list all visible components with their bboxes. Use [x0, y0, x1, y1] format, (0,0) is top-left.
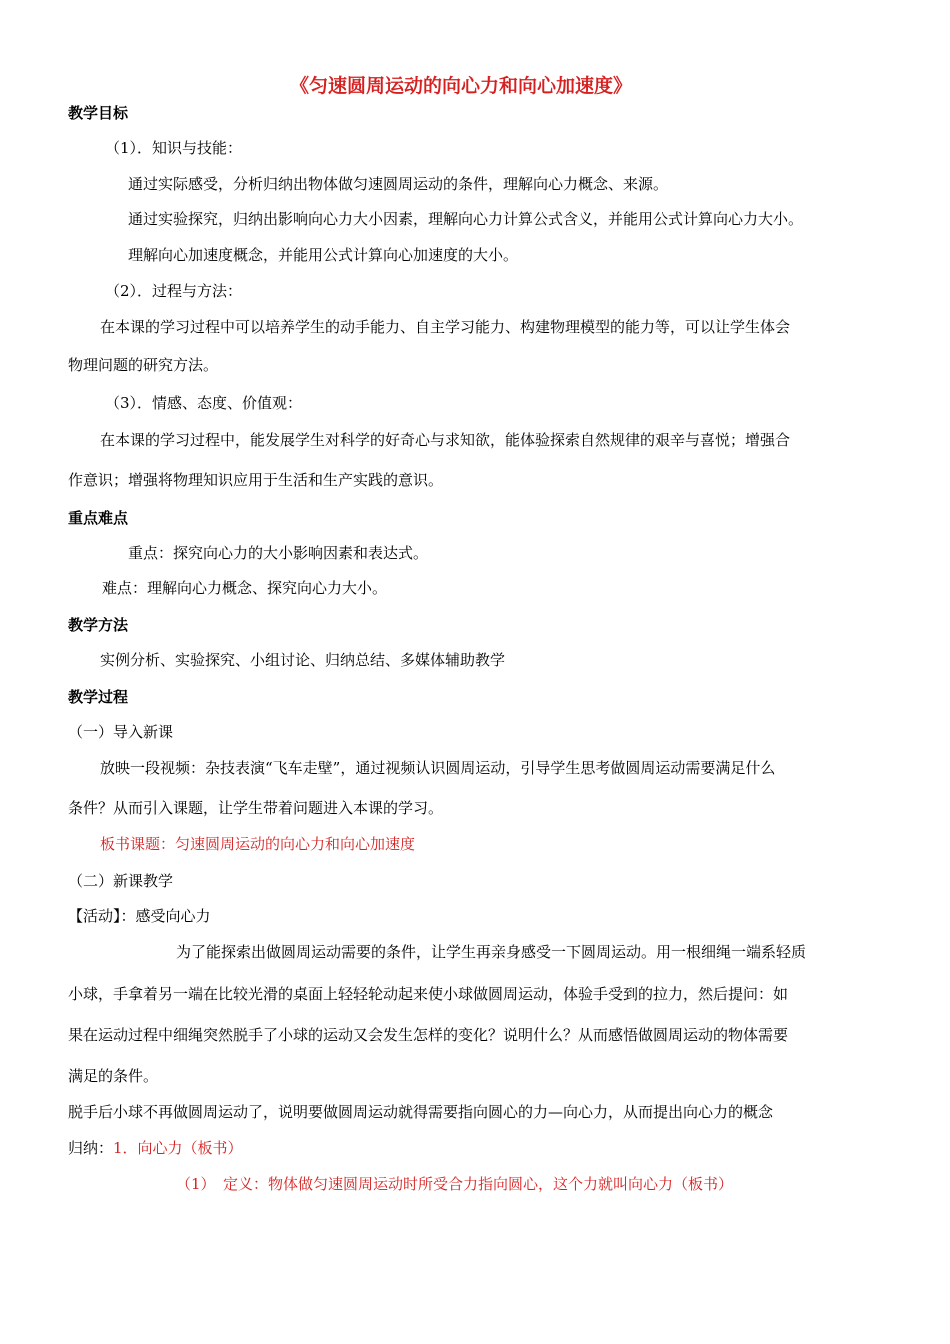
process-step-1-label: （一）导入新课 — [68, 723, 174, 741]
summary-line — [68, 1138, 243, 1158]
section-heading-process: 教学过程 — [68, 688, 129, 706]
section-heading-goals: 教学目标 — [68, 104, 129, 122]
difficult-point: 难点：理解向心力概念、探究向心力大小。 — [102, 579, 388, 597]
activity-line-5: 脱手后小球不再做圆周运动了，说明要做圆周运动就得需要指向圆心的力—向心力，从而提出向心力的概念 — [68, 1103, 774, 1121]
board-title-note: 板书课题：匀速圆周运动的向心力和向心加速度 — [100, 835, 416, 853]
section-heading-methods: 教学方法 — [68, 616, 129, 634]
activity-line-4: 满足的条件。 — [68, 1067, 159, 1085]
goal-1-line-2: 通过实验探究，归纳出影响向心力大小因素，理解向心力计算公式含义，并能用公式计算向心力大小。 — [128, 210, 804, 228]
activity-line-3: 果在运动过程中细绳突然脱手了小球的运动又会发生怎样的变化？说明什么？从而感悟做圆周运动的物体需要 — [68, 1026, 789, 1044]
goal-3-line-1: 在本课的学习过程中，能发展学生对科学的好奇心与求知欲，能体验探索自然规律的艰辛与喜悦；增强合 — [100, 431, 791, 449]
methods-text: 实例分析、实验探究、小组讨论、归纳总结、多媒体辅助教学 — [100, 651, 506, 669]
activity-line-2: 小球，手拿着另一端在比较光滑的桌面上轻轻轮动起来使小球做圆周运动，体验手受到的拉力，然后提问：如 — [68, 985, 789, 1003]
process-step-1-line-1: 放映一段视频：杂技表演“飞车走壁”，通过视频认识圆周运动，引导学生思考做圆周运动需要满足什么 — [100, 759, 776, 777]
key-point: 重点：探究向心力的大小影响因素和表达式。 — [128, 544, 429, 562]
goal-1-label: （1）．知识与技能： — [105, 139, 243, 157]
activity-heading: 【活动】：感受向心力 — [68, 907, 211, 925]
goal-3-line-2: 作意识；增强将物理知识应用于生活和生产实践的意识。 — [68, 471, 444, 489]
process-step-2-label: （二）新课教学 — [68, 872, 174, 890]
goal-3-label: （3）．情感、态度、价值观： — [105, 394, 303, 412]
process-step-1-line-2: 条件？从而引入课题，让学生带着问题进入本课的学习。 — [68, 799, 444, 817]
summary-board-item: 1．向心力（板书） — [113, 1139, 243, 1157]
section-heading-key-points: 重点难点 — [68, 509, 129, 527]
goal-1-line-1: 通过实际感受，分析归纳出物体做匀速圆周运动的条件，理解向心力概念、来源。 — [128, 175, 669, 193]
goal-2-line-2: 物理问题的研究方法。 — [68, 356, 219, 374]
goal-1-line-3: 理解向心加速度概念，并能用公式计算向心加速度的大小。 — [128, 246, 519, 264]
goal-2-line-1: 在本课的学习过程中可以培养学生的动手能力、自主学习能力、构建物理模型的能力等，可以让学生体会 — [100, 318, 791, 336]
summary-prefix: 归纳： — [68, 1139, 114, 1157]
definition-line: （1） 定义：物体做匀速圆周运动时所受合力指向圆心，这个力就叫向心力（板书） — [176, 1175, 734, 1193]
activity-line-1: 为了能探索出做圆周运动需要的条件，让学生再亲身感受一下圆周运动。用一根细绳一端系轻质 — [176, 943, 807, 961]
doc-title: 《匀速圆周运动的向心力和向心加速度》 — [290, 75, 633, 97]
goal-2-label: （2）．过程与方法： — [105, 282, 243, 300]
